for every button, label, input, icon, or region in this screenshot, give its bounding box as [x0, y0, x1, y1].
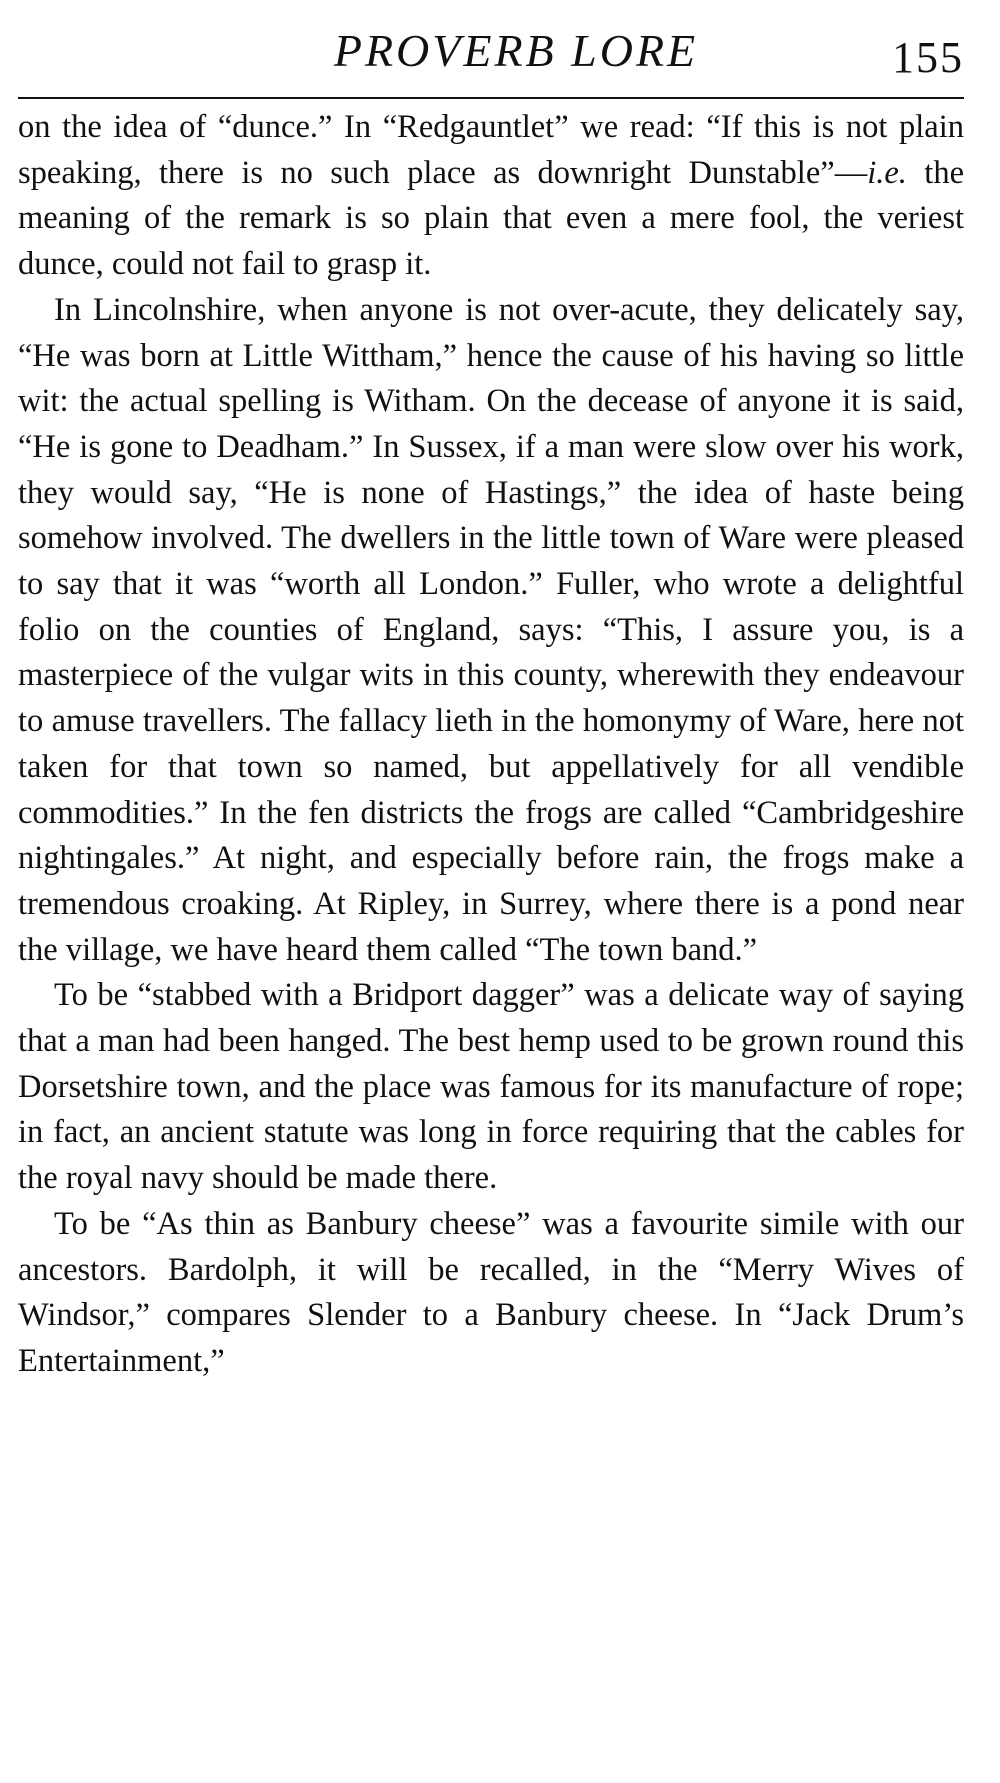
page-header — [18, 0, 964, 100]
paragraph-1-italic-abbrev: i.e. — [867, 154, 907, 191]
paragraph-2: In Lincolnshire, when anyone is not over-acute, they delicately say, “He was born at Little Wittham,” hence the cause of his having so little wit: the actual spelling is Witham. On the decease of anyone it is said, “He is gone to Deadham.” In Sussex, if a man were slow over his work, they would say, “He is none of Hastings,” the idea of haste being somehow involved. The dwellers in the little town of Ware were pleased to say that it was “worth all London.” Fuller, who wrote a delightful folio on the counties of England, says: “This, I assure you, is a masterpiece of the vulgar wits in this county, wherewith they endeavour to amuse travellers. The fallacy lieth in the homonymy of Ware, here not taken for that town so named, but appellatively for all vendible commodities.” In the fen districts the frogs are called “Cambridgeshire nightingales.” At night, and especially before rain, the frogs make a tremendous croaking. At Ripley, in Surrey, where there is a pond near the village, we have heard them called “The town band.” — [18, 291, 964, 968]
paragraph-1-text-end: the meaning of the remark is so plain that even a mere fool, the veriest dunce, could not fail to grasp it. — [18, 154, 964, 283]
page-number: 155 — [892, 33, 964, 82]
running-title: PROVERB LORE — [333, 25, 699, 76]
paragraph-1-text-start: on the idea of “dunce.” In “Redgauntlet” we read: “If this is not plain speaking, there is no such place as downright Dunstable”— — [18, 109, 964, 191]
header-rule — [18, 97, 964, 99]
book-page — [18, 0, 964, 1385]
body-text — [18, 100, 964, 1385]
paragraph-3: To be “stabbed with a Bridport dagger” was a delicate way of saying that a man had been hanged. The best hemp used to be grown round this Dorsetshire town, and the place was famous for its manufacture of rope; in fact, an ancient statute was long in force requiring that the cables for the royal navy should be made there. — [18, 977, 964, 1197]
paragraph-4: To be “As thin as Banbury cheese” was a favourite simile with our ancestors. Bardolph, it will be recalled, in the “Merry Wives of Windsor,” compares Slender to a Banbury cheese. In “Jack Drum’s Entertainment,” — [18, 1205, 964, 1379]
paragraph-1 — [18, 105, 964, 288]
